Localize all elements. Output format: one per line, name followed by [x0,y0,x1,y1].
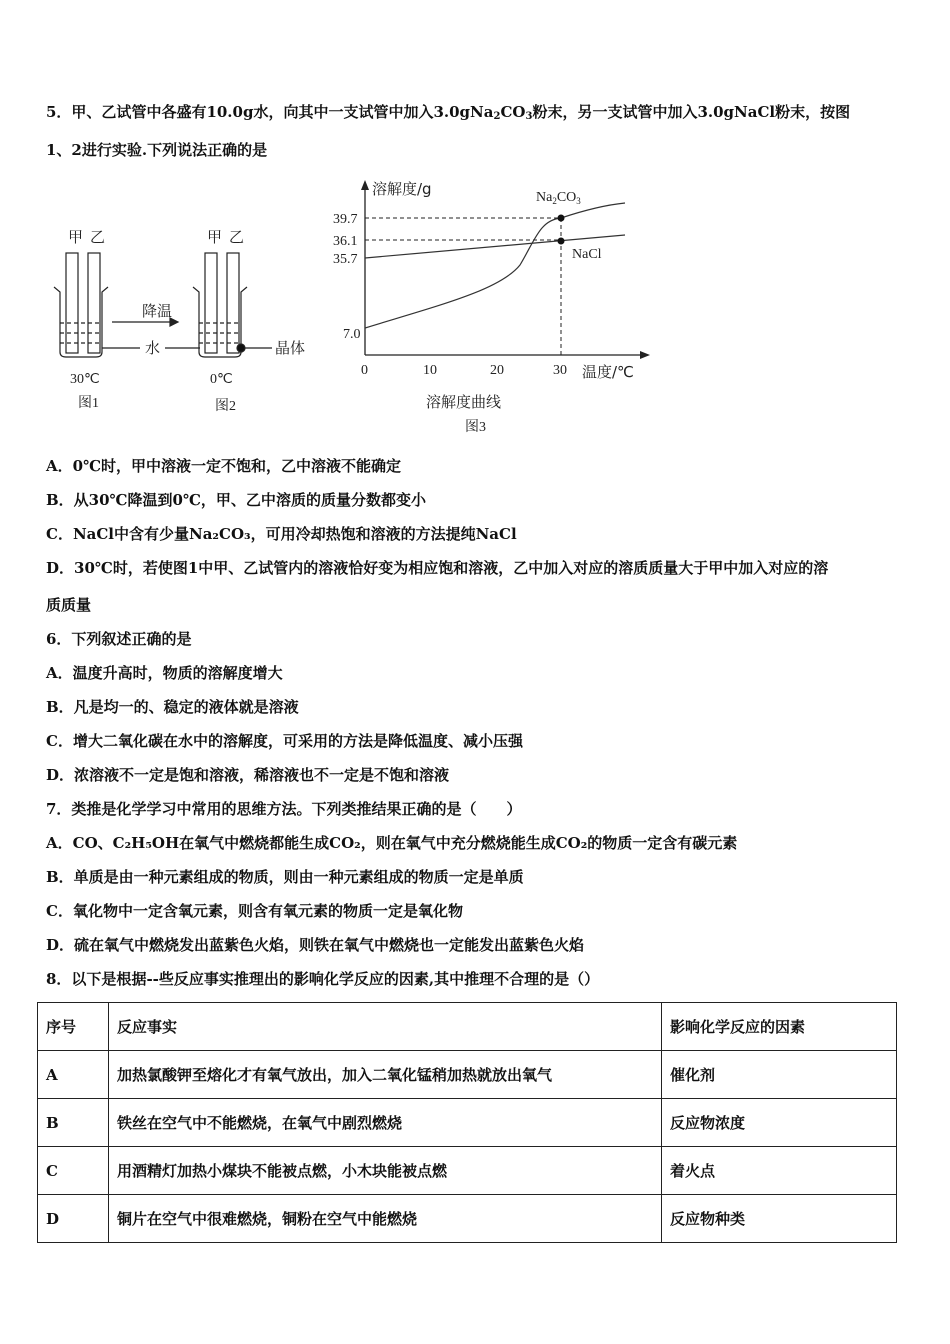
table-header-row [38,1003,897,1051]
table-row [38,1147,897,1195]
beaker-fig1 [54,253,200,357]
q6-stem: 6．下列叙述正确的是 [46,630,192,648]
beaker-fig2 [193,253,272,357]
table-row [38,1051,897,1099]
q5-figures [40,170,660,440]
q5-option-b: B．从30℃降温到0℃，甲、乙中溶质的质量分数都变小 [46,491,426,509]
label-jia-1: 甲 [68,228,84,246]
header-cell: 序号 [38,1003,109,1051]
y-axis-arrow-icon [361,180,369,190]
q5-option-d-cont: 质质量 [46,596,92,614]
cell: C [38,1147,109,1195]
label-yi-1: 乙 [90,228,106,246]
cell: 反应物种类 [662,1195,897,1243]
cell: 反应物浓度 [662,1099,897,1147]
q6-option-b: B．凡是均一的、稳定的液体就是溶液 [46,698,299,716]
header-cell: 影响化学反应的因素 [662,1003,897,1051]
cell: 用酒精灯加热小煤块不能被点燃，小木块能被点燃 [109,1147,662,1195]
q6-option-a: A．温度升高时，物质的溶解度增大 [46,664,283,682]
x-tick: 0 [361,363,368,378]
point-na2co3-30 [558,215,565,222]
table-row [38,1099,897,1147]
y-axis-label: 溶解度/g [372,180,432,198]
cell: A [38,1051,109,1099]
chart-title: 溶解度曲线 [426,393,502,411]
label-water: 水 [145,339,161,357]
q6-option-c: C．增大二氧化碳在水中的溶解度，可采用的方法是降低温度、减小压强 [46,732,523,750]
x-axis-arrow-icon [640,351,650,359]
x-tick: 10 [423,363,437,378]
y-tick: 35.7 [333,252,358,267]
label-temp1: 30℃ [70,372,100,387]
label-fig2: 图2 [215,399,236,414]
y-tick: 7.0 [343,327,361,342]
label-fig1: 图1 [78,396,99,411]
q7-option-b: B．单质是由一种元素组成的物质，则由一种元素组成的物质一定是单质 [46,868,524,886]
cell: 加热氯酸钾至熔化才有氧气放出，加入二氧化锰稍加热就放出氧气 [109,1051,662,1099]
series-na2co3-line [365,203,625,328]
cell: 铜片在空气中很难燃烧，铜粉在空气中能燃烧 [109,1195,662,1243]
label-yi-2: 乙 [229,228,245,246]
cell: 着火点 [662,1147,897,1195]
cell: B [38,1099,109,1147]
q5-option-d: D．30℃时，若使图1中甲、乙试管内的溶液恰好变为相应饱和溶液，乙中加入对应的溶质质量大于甲中加入对应的溶 [46,559,829,577]
label-cool: 降温 [142,302,173,320]
solubility-chart [333,180,650,435]
label-fig3: 图3 [465,420,486,435]
header-cell: 反应事实 [109,1003,662,1051]
q6-option-d: D．浓溶液不一定是饱和溶液，稀溶液也不一定是不饱和溶液 [46,766,450,784]
q8-table [37,1002,897,1243]
x-tick: 20 [490,363,504,378]
table-row [38,1195,897,1243]
q5-stem-line2: 1、2进行实验.下列说法正确的是 [46,141,268,159]
label-jia-2: 甲 [207,228,223,246]
q5-option-c: C．NaCl中含有少量Na₂CO₃，可用冷却热饱和溶液的方法提纯NaCl [46,525,517,543]
cell: 铁丝在空气中不能燃烧，在氧气中剧烈燃烧 [109,1099,662,1147]
q5-option-a: A．0℃时，甲中溶液一定不饱和，乙中溶液不能确定 [46,457,402,475]
label-temp2: 0℃ [210,372,233,387]
q7-option-d: D．硫在氧气中燃烧发出蓝紫色火焰，则铁在氧气中燃烧也一定能发出蓝紫色火焰 [46,936,585,954]
q7-option-c: C．氧化物中一定含氧元素，则含有氧元素的物质一定是氧化物 [46,902,463,920]
cell: 催化剂 [662,1051,897,1099]
x-tick: 30 [553,363,567,378]
y-tick: 39.7 [333,212,358,227]
legend-nacl: NaCl [572,247,602,262]
x-axis-label: 温度/℃ [582,363,634,381]
cell: D [38,1195,109,1243]
q7-stem: 7．类推是化学学习中常用的思维方法。下列类推结果正确的是（ ） [46,800,522,818]
q8-stem: 8．以下是根据--些反应事实推理出的影响化学反应的因素,其中推理不合理的是（） [46,970,600,988]
q7-option-a: A．CO、C₂H₅OH在氧气中燃烧都能生成CO₂，则在氧气中充分燃烧能生成CO₂的物质一定含有碳元素 [46,834,738,852]
point-nacl-30 [558,238,565,245]
q5-stem-line1: 5．甲、乙试管中各盛有10.0g水，向其中一支试管中加入$3.0gNa_2CO_3$粉末，另一支试管中加入3.0gNaCl粉末，按图 [46,103,851,122]
label-crystal: 晶体 [275,339,306,357]
y-tick: 36.1 [333,234,358,249]
legend-na2co3: $Na_2CO_3$ [536,190,581,206]
